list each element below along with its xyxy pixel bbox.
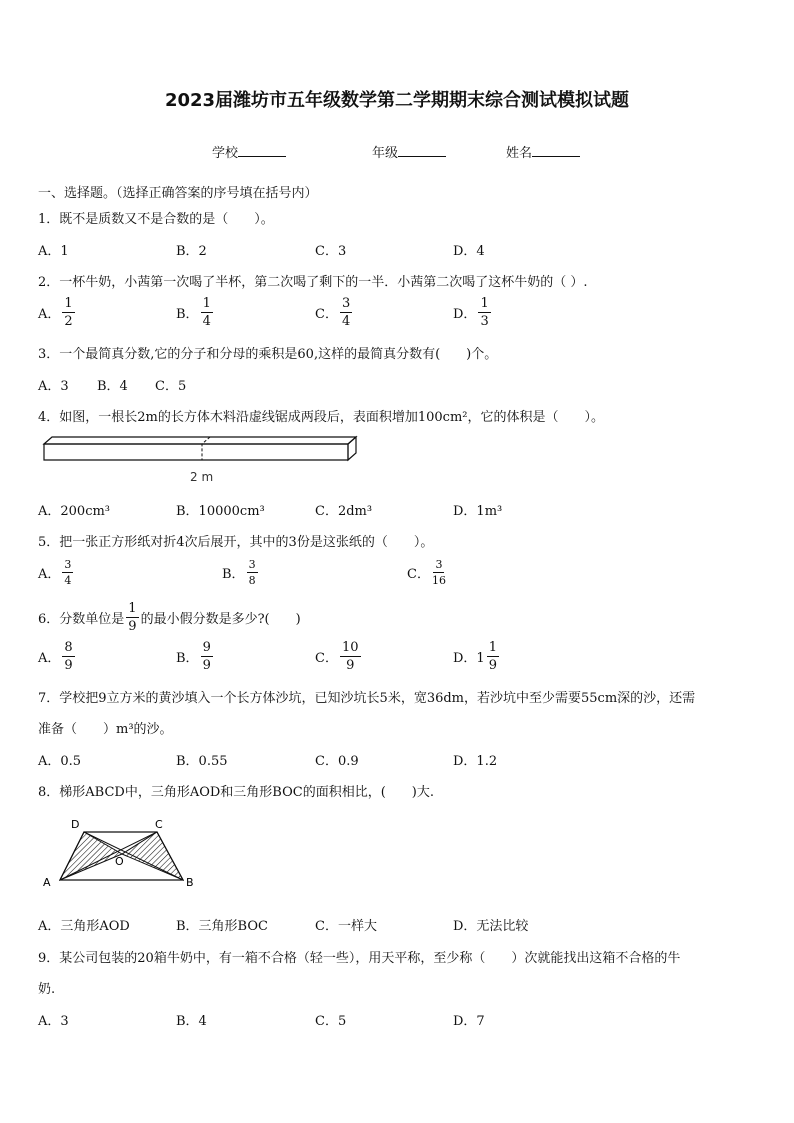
q2-b-fraction xyxy=(201,297,213,328)
vertex-b: B xyxy=(186,876,194,889)
school-blank[interactable] xyxy=(238,144,286,157)
denominator: 9 xyxy=(64,658,73,673)
question-8: 8．梯形ABCD中，三角形AOD和三角形BOC的面积相比，( )大. xyxy=(38,785,434,800)
grade-blank[interactable] xyxy=(398,144,446,157)
q8-option-c[interactable]: C．一样大 xyxy=(315,919,377,934)
q2-option-c[interactable] xyxy=(315,297,354,328)
q5-a-fraction xyxy=(62,559,73,586)
denominator: 16 xyxy=(431,574,446,587)
q6-option-c[interactable] xyxy=(315,641,363,672)
q2-a-fraction xyxy=(62,297,74,328)
school-field xyxy=(212,142,286,161)
q6-c-label: C． xyxy=(315,651,338,666)
name-label: 姓名 xyxy=(506,146,533,161)
q3-option-c[interactable]: C．5 xyxy=(155,379,187,394)
q7-option-b[interactable]: B．0.55 xyxy=(176,754,228,769)
q2-c-fraction xyxy=(340,297,352,328)
numerator: 10 xyxy=(341,640,359,655)
q8-option-d[interactable]: D．无法比较 xyxy=(453,919,529,934)
q1-option-d[interactable]: D．4 xyxy=(453,244,485,259)
q6-b-label: B． xyxy=(176,651,199,666)
school-label: 学校 xyxy=(212,146,239,161)
q6-b-fraction xyxy=(201,641,213,672)
numerator: 9 xyxy=(202,640,211,655)
vertex-d: D xyxy=(71,818,80,831)
q2-a-label: A． xyxy=(38,307,61,322)
denominator: 4 xyxy=(64,574,72,587)
denominator: 9 xyxy=(128,619,137,634)
vertex-c: C xyxy=(155,818,163,831)
q9-option-a[interactable]: A．3 xyxy=(38,1014,69,1029)
triangle-aod xyxy=(60,832,122,880)
numerator: 3 xyxy=(341,296,351,311)
numerator: 3 xyxy=(64,558,72,571)
denominator: 8 xyxy=(248,574,256,587)
q6-a-label: A． xyxy=(38,651,61,666)
question-6 xyxy=(38,602,301,633)
q5-c-label: C． xyxy=(407,567,430,582)
lumber-box xyxy=(44,437,356,460)
vertex-a: A xyxy=(43,876,51,889)
q8-option-b[interactable]: B．三角形BOC xyxy=(176,919,268,934)
q6-fraction xyxy=(126,602,138,633)
q6-d-fraction xyxy=(487,641,499,672)
name-field xyxy=(506,142,580,161)
q6-option-d[interactable] xyxy=(453,641,501,672)
q4-option-c[interactable]: C．2dm³ xyxy=(315,504,373,519)
section-heading: 一、选择题。（选择正确答案的序号填在括号内） xyxy=(38,186,318,201)
trapezoid-figure xyxy=(38,814,208,892)
vertex-o: O xyxy=(115,855,124,868)
q4-option-b[interactable]: B．10000cm³ xyxy=(176,504,265,519)
question-3: 3．一个最简真分数,它的分子和分母的乘积是60,这样的最简真分数有( )个。 xyxy=(38,347,498,362)
q2-b-label: B． xyxy=(176,307,199,322)
grade-field xyxy=(372,142,446,161)
q3-option-b[interactable]: B．4 xyxy=(97,379,128,394)
q6-text-pre: 6．分数单位是 xyxy=(38,612,125,627)
q9-option-c[interactable]: C．5 xyxy=(315,1014,347,1029)
q8-option-a[interactable]: A．三角形AOD xyxy=(38,919,130,934)
numerator: 3 xyxy=(435,558,443,571)
question-5: 5．把一张正方形纸对折4次后展开，其中的3份是这张纸的（ ）。 xyxy=(38,535,434,550)
name-blank[interactable] xyxy=(532,144,580,157)
q5-a-label: A． xyxy=(38,567,61,582)
q9-option-d[interactable]: D．7 xyxy=(453,1014,485,1029)
q5-b-fraction xyxy=(247,559,258,586)
q2-option-a[interactable] xyxy=(38,297,77,328)
q5-option-b[interactable] xyxy=(222,559,260,586)
q5-b-label: B． xyxy=(222,567,245,582)
question-9-line-2: 奶. xyxy=(38,982,56,997)
q1-option-c[interactable]: C．3 xyxy=(315,244,347,259)
question-9-line-1: 9．某公司包装的20箱牛奶中，有一箱不合格（轻一些），用天平称，至少称（ ）次就能找出这箱不合格的牛 xyxy=(38,951,681,966)
q1-option-b[interactable]: B．2 xyxy=(176,244,207,259)
denominator: 9 xyxy=(202,658,211,673)
q6-d-label: D．1 xyxy=(453,651,485,666)
q4-option-d[interactable]: D．1m³ xyxy=(453,504,503,519)
q6-c-fraction xyxy=(340,641,361,672)
question-7-line-1: 7．学校把9立方米的黄沙填入一个长方体沙坑，已知沙坑长5米，宽36dm，若沙坑中至少需要55cm深的沙，还需 xyxy=(38,691,696,706)
numerator: 1 xyxy=(202,296,211,311)
q5-option-c[interactable] xyxy=(407,559,448,586)
q2-c-label: C． xyxy=(315,307,338,322)
numerator: 8 xyxy=(64,640,73,655)
cut-line xyxy=(202,437,210,460)
q7-option-a[interactable]: A．0.5 xyxy=(38,754,82,769)
numerator: 1 xyxy=(64,296,73,311)
page-title: 2023届潍坊市五年级数学第二学期期末综合测试模拟试题 xyxy=(164,90,630,111)
lumber-figure xyxy=(38,432,368,490)
q1-option-a[interactable]: A．1 xyxy=(38,244,69,259)
q2-d-label: D． xyxy=(453,307,477,322)
q3-option-a[interactable]: A．3 xyxy=(38,379,69,394)
numerator: 1 xyxy=(128,601,137,616)
denominator: 4 xyxy=(341,314,351,329)
length-label: 2 m xyxy=(190,470,214,484)
numerator: 1 xyxy=(488,640,497,655)
q7-option-c[interactable]: C．0.9 xyxy=(315,754,359,769)
q6-option-b[interactable] xyxy=(176,641,215,672)
question-4: 4．如图，一根长2m的长方体木料沿虚线锯成两段后，表面积增加100cm²，它的体积是（ ）。 xyxy=(38,410,605,425)
q6-a-fraction xyxy=(62,641,74,672)
q2-option-d[interactable] xyxy=(453,297,493,328)
q4-option-a[interactable]: A．200cm³ xyxy=(38,504,111,519)
denominator: 2 xyxy=(64,314,73,329)
denominator: 9 xyxy=(488,658,497,673)
numerator: 3 xyxy=(248,558,256,571)
q6-text-post: 的最小假分数是多少?( ) xyxy=(140,612,301,627)
q2-option-b[interactable] xyxy=(176,297,215,328)
denominator: 3 xyxy=(480,314,489,329)
triangle-boc xyxy=(122,832,183,880)
grade-label: 年级 xyxy=(372,146,399,161)
q7-option-d[interactable]: D．1.2 xyxy=(453,754,498,769)
denominator: 9 xyxy=(346,658,355,673)
q2-d-fraction xyxy=(478,297,490,328)
denominator: 4 xyxy=(202,314,211,329)
q9-option-b[interactable]: B．4 xyxy=(176,1014,207,1029)
question-1: 1．既不是质数又不是合数的是（ ）。 xyxy=(38,212,274,227)
q5-option-a[interactable] xyxy=(38,559,75,586)
q6-option-a[interactable] xyxy=(38,641,77,672)
question-2: 2．一杯牛奶，小茜第一次喝了半杯，第二次喝了剩下的一半．小茜第二次喝了这杯牛奶的（ ）. xyxy=(38,275,588,290)
numerator: 1 xyxy=(480,296,489,311)
question-7-line-2: 准备（ ）m³的沙。 xyxy=(38,722,173,737)
q5-c-fraction xyxy=(432,559,446,586)
